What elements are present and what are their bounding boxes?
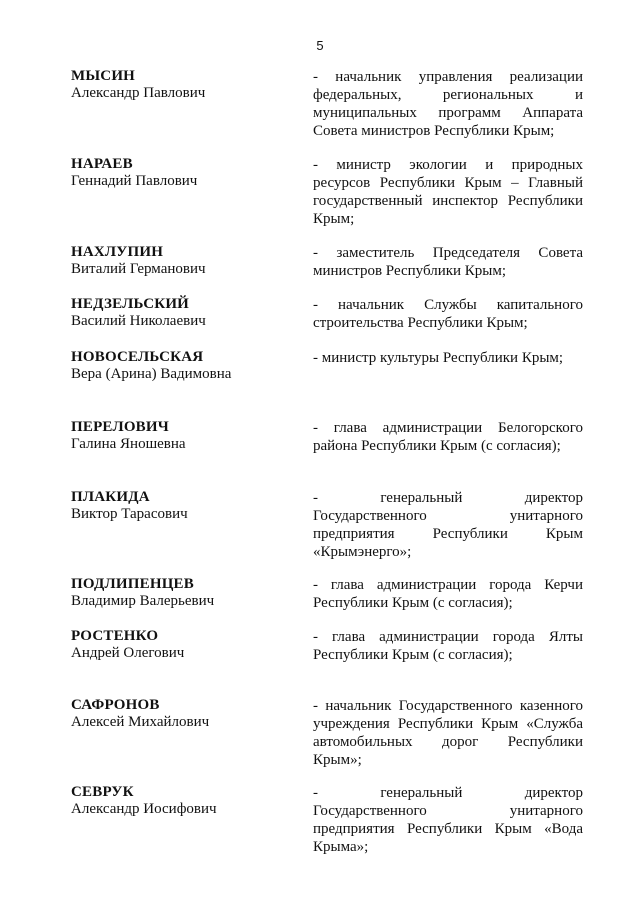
position-description: - министр культуры Республики Крым; bbox=[313, 350, 564, 366]
given-name: Виктор Тарасович bbox=[71, 506, 188, 522]
surname: НАРАЕВ bbox=[71, 156, 133, 172]
surname: ПЛАКИДА bbox=[71, 489, 150, 505]
person-name bbox=[71, 489, 281, 523]
person-name bbox=[71, 244, 281, 278]
position-description: - начальник управления реализации федеральных, региональных и муниципальных программ Аппарата Совета министров Республики Крым; bbox=[313, 69, 583, 139]
position-description: - заместитель Председателя Совета министров Республики Крым; bbox=[313, 245, 583, 279]
position-description: - начальник Службы капитального строительства Республики Крым; bbox=[313, 297, 583, 331]
person-name bbox=[71, 156, 281, 190]
page-number: 5 bbox=[316, 38, 324, 53]
surname: САФРОНОВ bbox=[71, 697, 160, 713]
surname: МЫСИН bbox=[71, 68, 136, 84]
person-name bbox=[71, 68, 281, 102]
position-description: - глава администрации Белогорского района Республики Крым (с согласия); bbox=[313, 420, 583, 454]
surname: НОВОСЕЛЬСКАЯ bbox=[71, 349, 204, 365]
person-name bbox=[71, 296, 281, 330]
person-name bbox=[71, 628, 281, 662]
position-description: - глава администрации города Керчи Республики Крым (с согласия); bbox=[313, 577, 583, 611]
position-description: - генеральный директор Государственного унитарного предприятия Республики Крым «Вода Крыма»; bbox=[313, 785, 583, 855]
position-description: - глава администрации города Ялты Республики Крым (с согласия); bbox=[313, 629, 583, 663]
given-name: Александр Павлович bbox=[71, 85, 206, 101]
surname: НАХЛУПИН bbox=[71, 244, 164, 260]
given-name: Александр Иосифович bbox=[71, 801, 217, 817]
surname: ПОДЛИПЕНЦЕВ bbox=[71, 576, 194, 592]
given-name: Алексей Михайлович bbox=[71, 714, 210, 730]
surname: ПЕРЕЛОВИЧ bbox=[71, 419, 169, 435]
person-name bbox=[71, 697, 281, 731]
person-name bbox=[71, 419, 281, 453]
person-name bbox=[71, 576, 281, 610]
given-name: Вера (Арина) Вадимовна bbox=[71, 366, 232, 382]
position-description: - начальник Государственного казенного учреждения Республики Крым «Служба автомобильных дорог Республики Крым»; bbox=[313, 698, 583, 768]
given-name: Владимир Валерьевич bbox=[71, 593, 215, 609]
person-name bbox=[71, 784, 281, 818]
person-name bbox=[71, 349, 281, 383]
surname: НЕДЗЕЛЬСКИЙ bbox=[71, 296, 190, 312]
surname: РОСТЕНКО bbox=[71, 628, 159, 644]
surname: СЕВРУК bbox=[71, 784, 134, 800]
position-description: - министр экологии и природных ресурсов Республики Крым – Главный государственный инспектор Республики Крым; bbox=[313, 157, 583, 227]
given-name: Василий Николаевич bbox=[71, 313, 206, 329]
position-description: - генеральный директор Государственного унитарного предприятия Республики Крым «Крымэнерго»; bbox=[313, 490, 583, 560]
given-name: Галина Яношевна bbox=[71, 436, 186, 452]
given-name: Геннадий Павлович bbox=[71, 173, 198, 189]
given-name: Андрей Олегович bbox=[71, 645, 185, 661]
given-name: Виталий Германович bbox=[71, 261, 206, 277]
